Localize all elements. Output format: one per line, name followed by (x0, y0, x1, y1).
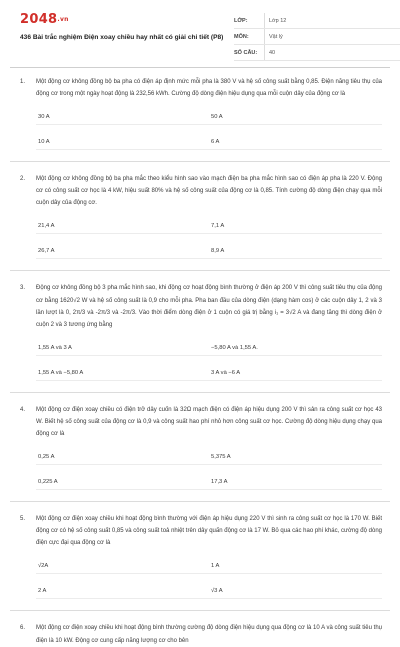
answer-option[interactable]: 26,7 A (36, 244, 209, 259)
answer-option[interactable]: 1,55 A và 3 A (36, 341, 209, 356)
question-text: Một động cơ điện xoay chiều khi hoạt động bình thường với điện áp hiệu dụng 220 V thì sinh ra công suất cơ học là 170 W. Biết động cơ có hệ số công suất 0,85 và công suất toả nhiệt trên dây quấn động cơ là 17 W. Bỏ qua các hao phí khác, cường độ dòng điện cực đại qua động cơ là (36, 516, 382, 547)
question-divider (10, 270, 390, 271)
answer-option[interactable]: 0,25 A (36, 450, 209, 465)
meta-row-count (234, 45, 400, 61)
question-divider (10, 161, 390, 162)
answer-option[interactable]: 50 A (209, 110, 382, 125)
answer-option[interactable]: √3 A (209, 584, 382, 599)
question-item (10, 173, 390, 259)
site-logo[interactable] (20, 12, 69, 27)
question-text: Một động cơ không đồng bộ ba pha mắc theo kiểu hình sao vào mạch điện ba pha mắc hình sao có điện áp pha là 220 V. Động cơ có công suất cơ học là 4 kW, hiệu suất 80% và hệ số công suất của động cơ là 0,85. Tính cường độ dòng điện chạy qua mỗi cuộn dây của động cơ. (36, 176, 382, 207)
question-text: Một động cơ điện xoay chiều khi hoạt động bình thường cường độ dòng điện hiệu dụng qua động cơ là 10 A và công suất tiêu thụ điện là 10 kW. Động cơ cung cấp năng lượng cơ cho bên (36, 625, 382, 644)
answer-options (36, 341, 382, 381)
document-meta (234, 13, 400, 61)
meta-value: 40 (269, 49, 276, 56)
answer-option[interactable]: 3 A và −6 A (209, 366, 382, 381)
meta-divider (264, 13, 265, 28)
answer-option[interactable]: 2 A (36, 584, 209, 599)
question-text: Động cơ không đồng bộ 3 pha mắc hình sao, khi động cơ hoạt động bình thường ở điện áp 200 V thì công suất tiêu thụ của động cơ bằng 1620√2 W và hệ số công suất là 0,9 cho mỗi pha. Pha ban đầu của dòng điện (dạng hàm cos) ở các cuộn dây 1, 2 và 3 lần lượt là 0, 2π/3 và -2π/3 và -2π/3. Vào thời điểm dòng điện ở 1 cuộn có giá trị bằng i₁ = 3√2 A và đang tăng thì dòng điện ở cuộn 2 và 3 tương ứng bằng (36, 285, 382, 328)
document-title: 436 Bài trắc nghiệm Điện xoay chiều hay nhất có giải chi tiết (P8) (20, 34, 224, 41)
question-divider (10, 392, 390, 393)
meta-value: Vật lý (269, 33, 283, 40)
meta-label: SỐ CÂU: (234, 49, 258, 56)
answer-option[interactable]: 17,3 A (209, 475, 382, 490)
answer-option[interactable]: 1,55 A và −5,80 A (36, 366, 209, 381)
meta-value: Lớp 12 (269, 17, 287, 24)
answer-option[interactable]: 21,4 A (36, 219, 209, 234)
question-item (10, 404, 390, 490)
meta-divider (264, 29, 265, 44)
question-item (10, 513, 390, 599)
answer-option[interactable]: 8,9 A (209, 244, 382, 259)
answer-option[interactable]: 30 A (36, 110, 209, 125)
answer-option[interactable]: −5,80 A và 1,55 A. (209, 341, 382, 356)
question-list (10, 76, 390, 647)
logo-suffix: .vn (57, 16, 69, 23)
meta-row-class (234, 13, 400, 29)
answer-option[interactable]: 1 A (209, 559, 382, 574)
answer-option[interactable]: 7,1 A (209, 219, 382, 234)
meta-divider (264, 45, 265, 60)
answer-options (36, 559, 382, 599)
page-header (10, 0, 390, 60)
meta-label: LỚP: (234, 17, 248, 24)
question-text: Một động cơ điện xoay chiều có điện trở dây cuốn là 32Ω mạch điện có điện áp hiệu dụng 200 V thì sản ra công suất cơ học 43 W. Biết hệ số công suất của động cơ là 0,9 và công suất hao phí nhỏ hơn công suất cơ học. Cường độ dòng hiệu dụng chạy qua động cơ là (36, 406, 382, 438)
question-item (10, 622, 390, 646)
header-divider (10, 67, 390, 68)
question-divider (10, 610, 390, 611)
answer-option[interactable]: √2A (36, 559, 209, 574)
question-number: 4. (20, 406, 26, 413)
question-item (10, 282, 390, 380)
question-item (10, 76, 390, 150)
question-number: 6. (20, 625, 26, 632)
meta-label: MÔN: (234, 33, 249, 40)
answer-option[interactable]: 10 A (36, 135, 209, 150)
answer-options (36, 110, 382, 150)
question-number: 3. (20, 285, 26, 292)
answer-option[interactable]: 5,375 A (209, 450, 382, 465)
question-number: 2. (20, 176, 26, 183)
answer-options (36, 450, 382, 490)
logo-text: 2048 (20, 12, 58, 27)
question-divider (10, 501, 390, 502)
question-text: Một động cơ không đồng bộ ba pha có điện áp định mức mỗi pha là 380 V và hệ số công suất bằng 0,85. Điện năng tiêu thụ của động cơ trong một ngày hoạt động là 232,56 kWh. Cường độ dòng điện hiệu dụng qua mỗi cuộn dây của động cơ là (36, 79, 382, 98)
answer-options (36, 219, 382, 259)
question-number: 1. (20, 79, 26, 85)
answer-option[interactable]: 6 A (209, 135, 382, 150)
question-number: 5. (20, 516, 26, 523)
meta-row-subject (234, 29, 400, 45)
answer-option[interactable]: 0,225 A (36, 475, 209, 490)
